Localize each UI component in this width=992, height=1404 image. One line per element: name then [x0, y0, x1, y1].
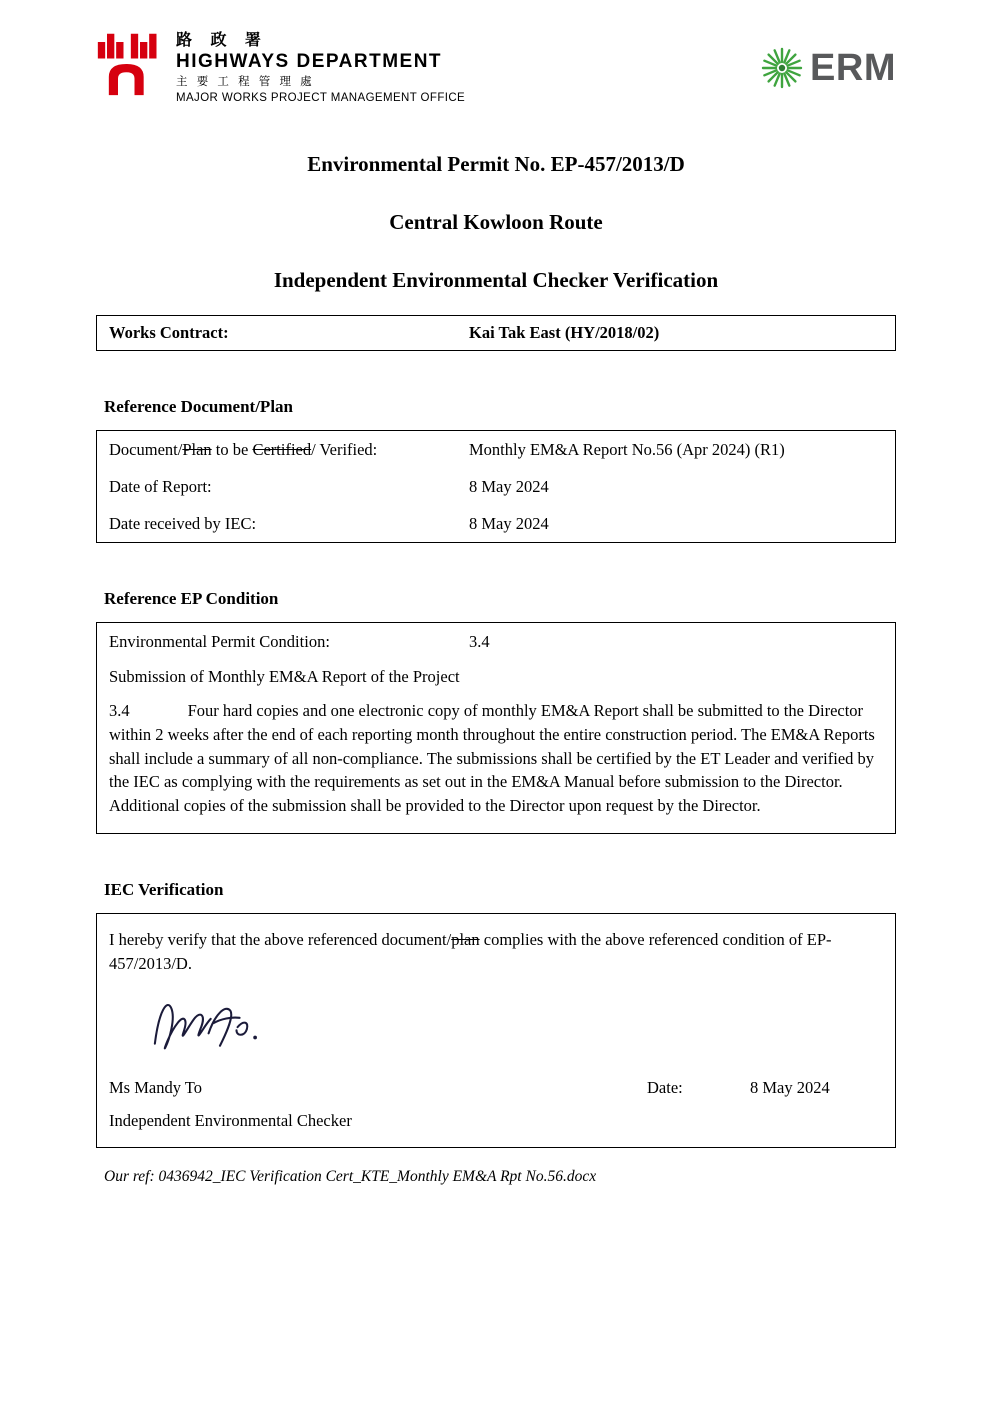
ep-submission-line: Submission of Monthly EM&A Report of the Project — [109, 667, 460, 687]
doc-label-struck-plan: Plan — [182, 439, 212, 459]
date-of-report-value: 8 May 2024 — [469, 476, 549, 496]
hd-office-english-name: MAJOR WORKS PROJECT MANAGEMENT OFFICE — [176, 92, 466, 105]
date-received-row — [97, 505, 895, 542]
signer-title: Independent Environmental Checker — [109, 1111, 352, 1131]
signature-area — [113, 992, 883, 1056]
reference-document-box — [96, 430, 896, 543]
signer-name: Ms Mandy To — [109, 1078, 202, 1098]
ep-clause-number: 3.4 — [109, 701, 130, 721]
signer-date-row — [109, 1078, 883, 1098]
works-contract-value: Kai Tak East (HY/2018/02) — [469, 323, 660, 343]
document-to-be-verified-row — [97, 431, 895, 468]
date-of-report-label: Date of Report: — [109, 476, 212, 496]
works-contract-box — [96, 315, 896, 351]
doc-label-part1: Document/ — [109, 439, 183, 459]
iec-verification-heading: IEC Verification — [104, 880, 224, 900]
works-contract-row — [97, 316, 895, 350]
erm-logo-icon — [758, 44, 806, 92]
date-value: 8 May 2024 — [750, 1078, 830, 1098]
our-ref-line: Our ref: 0436942_IEC Verification Cert_KTE_Monthly EM&A Rpt No.56.docx — [104, 1168, 597, 1186]
project-title: Central Kowloon Route — [389, 210, 603, 235]
reference-ep-box — [96, 622, 896, 834]
reference-ep-heading: Reference EP Condition — [104, 589, 279, 609]
ep-condition-row — [97, 623, 895, 661]
iec-statement — [109, 928, 883, 976]
ep-condition-value: 3.4 — [469, 632, 490, 652]
hd-chinese-name: 路 政 署 — [176, 32, 268, 49]
iec-statement-part2: complies with the above referenced condition of EP-457/2013/D. — [109, 930, 832, 974]
permit-number-title: Environmental Permit No. EP-457/2013/D — [307, 152, 685, 177]
document-to-be-verified-value: Monthly EM&A Report No.56 (Apr 2024) (R1) — [469, 439, 785, 459]
date-received-value: 8 May 2024 — [469, 513, 549, 533]
ep-clause-text: Four hard copies and one electronic copy of monthly EM&A Report shall be submitted to the Director within 2 weeks after the end of each reporting month throughout the entire construction period. The EM&A Reports shall include a summary of all non-compliance. The submissions shall be certified by the ET Leader and verified by the IEC as complying with the requirements as set out in the EM&A Manual before submission to the Director. Additional copies of the submission shall be provided to the Director upon request by the Director. — [109, 701, 875, 815]
doc-label-part3: / Verified: — [311, 439, 378, 459]
hd-english-name: HIGHWAYS DEPARTMENT — [176, 51, 443, 73]
doc-label-struck-certified: Certified — [252, 439, 312, 459]
document-to-be-verified-label — [109, 440, 469, 460]
highways-department-logo-block — [96, 30, 465, 106]
document-type-title: Independent Environmental Checker Verification — [273, 268, 719, 293]
doc-label-part2: to be — [211, 439, 253, 459]
hd-office-chinese-name: 主 要 工 程 管 理 處 — [176, 76, 315, 89]
erm-logo-block — [758, 44, 896, 92]
document-header — [96, 30, 896, 106]
iec-statement-struck-plan: plan — [451, 930, 480, 950]
iec-verification-box — [96, 913, 896, 1148]
ep-clause-paragraph — [97, 691, 895, 819]
date-received-label: Date received by IEC: — [109, 513, 257, 533]
date-of-report-row — [97, 468, 895, 505]
highways-department-logo-icon — [96, 30, 162, 98]
erm-logo-text: ERM — [810, 46, 896, 89]
works-contract-label: Works Contract: — [109, 323, 229, 343]
reference-document-heading: Reference Document/Plan — [104, 397, 293, 417]
signature-image — [113, 992, 298, 1054]
highways-department-text — [176, 30, 465, 106]
ep-condition-label: Environmental Permit Condition: — [109, 632, 330, 652]
iec-statement-part1: I hereby verify that the above referenced document/ — [109, 930, 452, 950]
date-label: Date: — [647, 1078, 683, 1098]
